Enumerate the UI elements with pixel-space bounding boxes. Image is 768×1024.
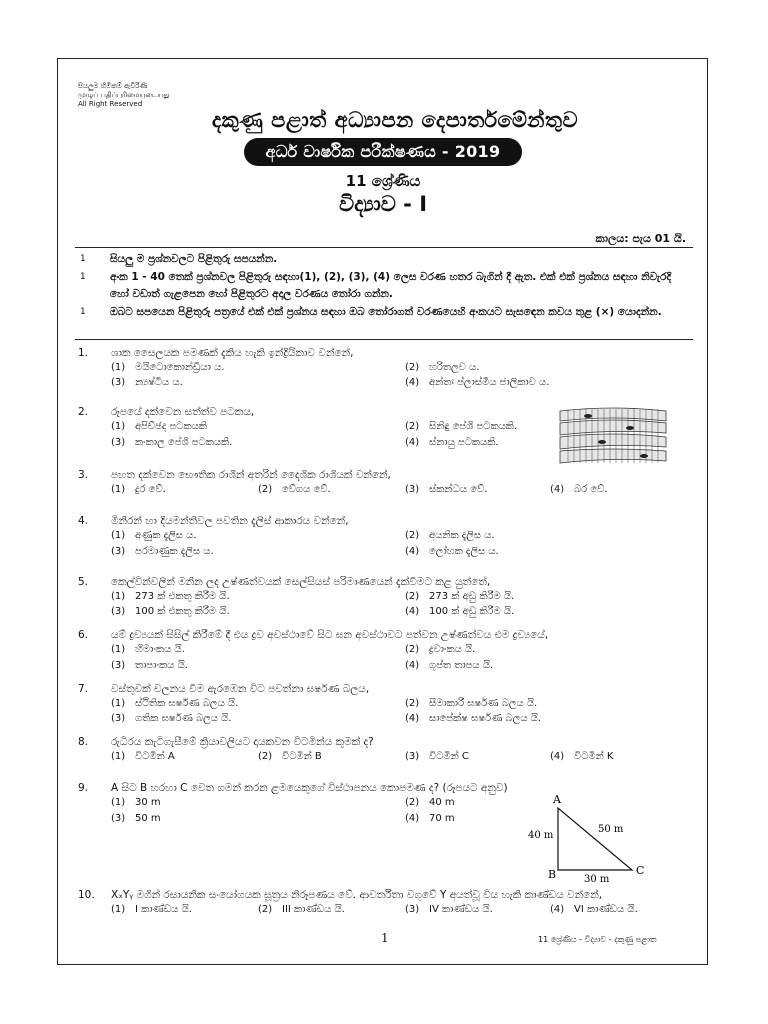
option-2[interactable]: (2) ද්‍රවාංකය යි. [405, 644, 476, 655]
option-2[interactable]: (2) සිනිඳු පේශි පටකයකි. [405, 421, 518, 432]
department-title: දකුණු පළාත් අධ්‍යාපන දෙපාර්තමේන්තුව [211, 108, 579, 132]
vertex-c: C [636, 864, 645, 877]
instruction-item [80, 269, 692, 303]
option-3[interactable]: (3) තාපාංකය යි. [111, 660, 188, 671]
option-2[interactable]: (2) සීමාකාරී ඝර්ෂණ බලය යි. [405, 698, 538, 709]
option-2[interactable]: (2) 273 ක් අඩු කිරීම යි. [405, 591, 515, 602]
question-stem: මිනිරන් හා දියමන්තිවල පවතින දැලිස් ආකාරය වන්නේ, [111, 515, 349, 527]
copyright-english: All Right Reserved [78, 100, 143, 108]
option-4[interactable]: (4) ලෝහක දැලිස ය. [405, 546, 499, 557]
question-stem: වස්තුවක් චලනය වීම ඇරඹෙන විට පවත්නා ඝර්ෂණ බලය, [111, 683, 370, 695]
instruction-item [80, 304, 692, 321]
footer-label: 11 ශ්‍රේණිය - විද්‍යාව - දකුණු පළාත [538, 935, 657, 944]
question-number: 9. [78, 782, 89, 794]
option-3[interactable]: (3) ස්කන්ධය වේ. [405, 484, 488, 495]
instruction-number: 1 [80, 272, 86, 282]
question-number: 5. [78, 576, 89, 588]
question-stem: රුධිරය කැටිගැසීමේ ක්‍රියාවලියට දායකවන විටමින්ය කුමක් ද? [111, 736, 374, 748]
copyright-tamil: முழுப் பதிப்புரிமையுடையது [78, 91, 170, 99]
muscle-tissue-image [558, 405, 668, 465]
instruction-number: 1 [80, 254, 86, 264]
option-2[interactable]: (2) විටමින් B [258, 751, 322, 762]
option-4[interactable]: (4) 100 ක් අඩු කිරීම යි. [405, 606, 515, 617]
option-3[interactable]: (3) ගතික ඝර්ෂණ බලය යි. [111, 713, 232, 724]
option-1[interactable]: (1) 273 ක් එකතු කිරීම යි. [111, 591, 230, 602]
option-4[interactable]: (4) 70 m [405, 813, 455, 824]
bottom-divider [75, 339, 693, 340]
option-4[interactable]: (4) බර වේ. [550, 484, 608, 495]
side-bc-label: 30 m [584, 874, 610, 885]
instruction-text: සියලු ම ප්‍රශ්නවලට පිළිතුරු සපයන්න. [110, 253, 278, 265]
option-3[interactable]: (3) IV කාණ්ඩය යි. [405, 904, 493, 915]
instruction-item [80, 251, 692, 268]
question-stem: XₓYᵧ මගින් රසායනික සංයෝගයක සූත්‍රය නිරූපණය වේ. ආවර්තිතා වගුවේ Y අයත්වූ විය හැකි කාණ්ඩය වන්නේ, [111, 889, 603, 901]
option-1[interactable]: (1) 30 m [111, 797, 161, 808]
option-1[interactable]: (1) විටමින් A [111, 751, 175, 762]
question-number: 4. [78, 515, 89, 527]
option-4[interactable]: (4) ගුප්ත තාපය යි. [405, 660, 494, 671]
option-2[interactable]: (2) 40 m [405, 797, 455, 808]
right-triangle-diagram [520, 790, 660, 886]
instruction-text: අංක 1 - 40 තෙක් ප්‍රශ්නවල පිළිතුරු සඳහා(1), (2), (3), (4) ලෙස වරණ හතර බැගින් දී ඇත. එක් එක් ප්‍රශ්නය සඳහා නිවැරදි හෝ වඩාත් ගැළපෙන හෝ පිළිතුරට අදාල වරණය තෝරා ගන්න. [110, 271, 672, 300]
option-3[interactable]: (3) 50 m [111, 813, 161, 824]
question-number: 10. [78, 889, 95, 901]
option-4[interactable]: (4) VI කාණ්ඩය යි. [550, 904, 638, 915]
question-stem: පහත දක්වෙන භෞතික රාශීන් අතරින් දෛශික රාශියක් වන්නේ, [111, 469, 391, 481]
option-1[interactable]: (1) මයිටොකොන්ඩ්‍රියා ය. [111, 362, 225, 373]
question-number: 3. [78, 469, 89, 481]
vertex-b: B [548, 868, 557, 881]
triangle-shape [558, 808, 632, 870]
question-number: 7. [78, 683, 89, 695]
question-number: 1. [78, 347, 89, 359]
question-stem: A සිට B හරහා C වෙත ගමන් කරන ළමයෙකුගේ විස්ථාපනය කොපමණ ද? (රූපයට අනුව) [111, 782, 508, 794]
option-3[interactable]: (3) කංකාල පේශි පටකයකි. [111, 437, 233, 448]
option-3[interactable]: (3) 100 ක් එකතු කිරීම යි. [111, 606, 230, 617]
question-number: 8. [78, 736, 89, 748]
option-3[interactable]: (3) පරමාණුක දැලිස ය. [111, 546, 214, 557]
instruction-number: 1 [80, 307, 86, 317]
vertex-a: A [553, 793, 561, 806]
question-stem: කෙල්වින්වලින් මනින ලද උෂ්ණත්වයක් සෙල්සියස් පරිමාණයෙන් දැක්වීමට කළ යුත්තේ, [111, 576, 491, 588]
question-stem: යම් ද්‍රව්‍යයක් සිසිල් කිරීමේ දී එය ද්‍රව අවස්ථාවේ සිට ඝන අවස්ථාවට පත්වන උෂ්ණත්වය එම ද්‍රව්‍යයේ, [111, 629, 549, 641]
option-3[interactable]: (3) න්‍යෂ්ටිය ය. [111, 377, 183, 388]
option-2[interactable]: (2) අයනික දැලිස ය. [405, 530, 495, 541]
question-stem: ශාක සෛලයක පමණක් දැකිය හැකි ඉන්ද්‍රියිකාව වන්නේ, [111, 347, 354, 359]
question-stem: රූපයේ දක්වෙන සත්ත්ව පටකය, [111, 406, 255, 418]
option-1[interactable]: (1) I කාණ්ඩය යි. [111, 904, 192, 915]
option-3[interactable]: (3) විටමින් C [405, 751, 469, 762]
option-4[interactable]: (4) සාපේක්ෂ ඝර්ෂණ බලය යි. [405, 713, 542, 724]
option-4[interactable]: (4) විටමින් K [550, 751, 614, 762]
option-2[interactable]: (2) හරිතලව ය. [405, 362, 480, 373]
question-number: 2. [78, 406, 89, 418]
option-4[interactable]: (4) අන්තඃ ප්ලාස්මීය ජාලිකාව ය. [405, 377, 550, 388]
copyright-block [78, 82, 170, 109]
side-ac-label: 50 m [598, 824, 624, 835]
copyright-sinhala: සියලුම හිමිකම් ඇවිරිණි [78, 82, 148, 90]
option-1[interactable]: (1) අපිච්ඡද පටකයකි [111, 421, 207, 432]
question-number: 6. [78, 629, 89, 641]
option-2[interactable]: (2) වේගය වේ. [258, 484, 331, 495]
option-1[interactable]: (1) ස්ථිතික ඝර්ෂණ බලය යි. [111, 698, 239, 709]
top-divider [75, 247, 693, 248]
option-1[interactable]: (1) දුර වේ. [111, 484, 166, 495]
option-4[interactable]: (4) ස්නායු පටකයකි. [405, 437, 499, 448]
subject-title: විද්‍යාව - I [338, 192, 428, 216]
grade-label: 11 ශ්‍රේණිය [345, 172, 421, 190]
exam-title-banner: අර්ධ වාර්ෂික පරීක්ෂණය - 2019 [244, 138, 522, 166]
side-ab-label: 40 m [528, 830, 554, 841]
time-allowed: කාලය: පැය 01 යි. [595, 232, 686, 245]
option-1[interactable]: (1) හිමාංකය යි. [111, 644, 185, 655]
option-2[interactable]: (2) III කාණ්ඩය යි. [258, 904, 345, 915]
page-number: 1 [381, 931, 389, 945]
instruction-text: ඔබට සපයෙන පිළිතුරු පත්‍රයේ එක් එක් ප්‍රශ්නය සඳහා ඔබ තෝරාගත් වරණයෙහි අංකයට සැසඳෙන කවය තුළ (×) යොදන්න. [110, 306, 662, 318]
option-1[interactable]: (1) අණුක දැලිස ය. [111, 530, 197, 541]
